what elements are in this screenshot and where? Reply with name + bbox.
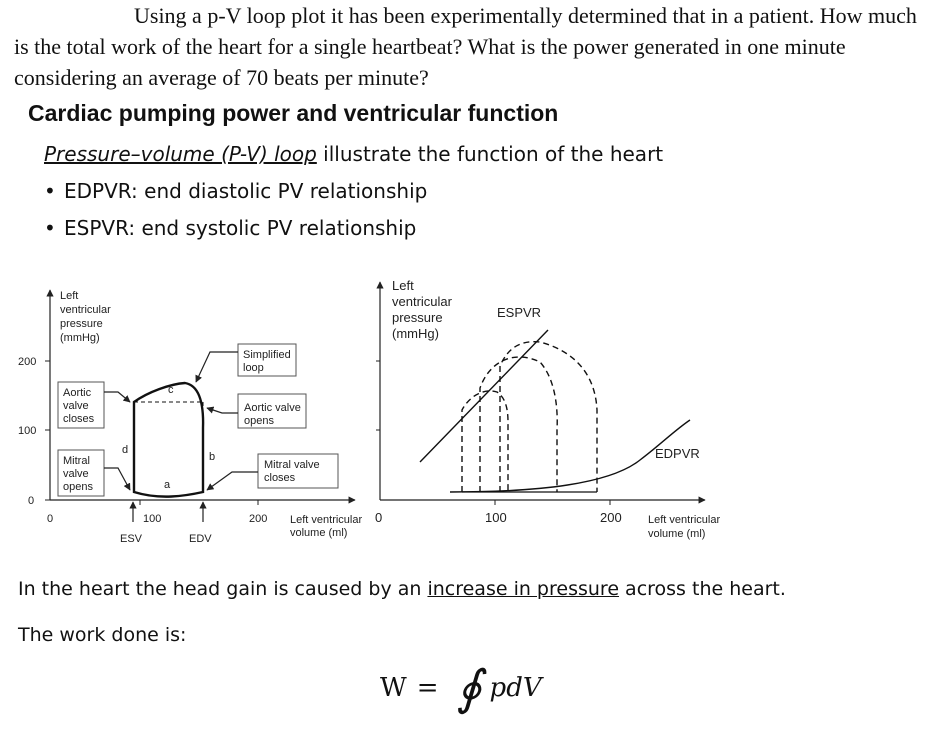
y-axis-label-line: (mmHg) <box>60 332 100 344</box>
mitral-closes-label: closes <box>264 472 296 484</box>
left-pv-panel <box>18 290 362 545</box>
y-tick-label: 200 <box>18 356 37 368</box>
formula-integrand: pdV <box>489 673 542 703</box>
intro-rest: illustrate the function of the heart <box>316 142 664 166</box>
y-axis-label-line: pressure <box>392 310 443 325</box>
formula-lhs: W <box>380 673 407 703</box>
simplified-loop-label: Simplified <box>243 349 291 361</box>
pv-loop-small <box>462 391 508 492</box>
right-pv-panel <box>375 278 720 540</box>
formula-equals: = <box>416 673 439 703</box>
x-axis-label-line: volume (ml) <box>290 527 348 539</box>
edpvr-curve <box>450 420 690 492</box>
y-axis-label-line: ventricular <box>60 304 111 316</box>
x-axis-label-line: Left ventricular <box>290 514 363 526</box>
espvr-line <box>420 330 548 462</box>
esv-label: ESV <box>120 533 143 545</box>
bullet-dot: • <box>44 179 56 203</box>
simplified-loop-label: loop <box>243 362 264 374</box>
x-tick-label: 0 <box>47 513 54 525</box>
point-label-b: b <box>209 451 216 463</box>
bullet-list <box>44 178 427 252</box>
bullet-dot: • <box>44 216 56 240</box>
aortic-opens-label: opens <box>244 415 274 427</box>
point-label-d: d <box>122 444 129 456</box>
y-axis-label-line: Left <box>60 290 79 302</box>
aortic-closes-label: Aortic <box>63 387 92 399</box>
point-label-c: c <box>168 384 174 396</box>
mitral-closes-label: Mitral valve <box>264 459 320 471</box>
aortic-closes-label: closes <box>63 413 95 425</box>
point-label-a: a <box>164 479 171 491</box>
bullet-text: ESPVR: end systolic PV relationship <box>64 216 417 240</box>
bullet-item <box>44 178 427 215</box>
intro-line <box>44 142 663 166</box>
y-axis-label-line: ventricular <box>392 294 452 309</box>
y-axis-label-line: Left <box>392 278 414 293</box>
increase-in-pressure-term: increase in pressure <box>427 578 620 600</box>
mitral-opens-label: valve <box>63 468 89 480</box>
espvr-label: ESPVR <box>497 305 542 320</box>
x-tick-label: 0 <box>375 510 383 525</box>
x-tick-label: 200 <box>600 510 622 525</box>
bullet-item <box>44 215 427 252</box>
work-done-label: The work done is: <box>18 624 187 646</box>
body-text: across the heart. <box>619 578 786 600</box>
x-tick-label: 100 <box>485 510 507 525</box>
x-tick-label: 200 <box>249 513 268 525</box>
bullet-text: EDPVR: end diastolic PV relationship <box>64 179 428 203</box>
pv-loop-term: Pressure–volume (P-V) loop <box>44 142 317 166</box>
y-tick-label: 0 <box>28 495 35 507</box>
contour-integral-symbol: ∮ <box>456 660 482 716</box>
y-tick-label: 100 <box>18 425 37 437</box>
slide-heading: Cardiac pumping power and ventricular function <box>28 100 559 126</box>
pv-loop-figure <box>0 270 945 550</box>
question-text: Using a p-V loop plot it has been experimentally determined that in a patient. How much is the total work of the heart for a single heartbeat? What is the power generated in one minute considering an average of 70 beats per minute? <box>14 3 917 90</box>
work-formula <box>380 658 542 718</box>
aortic-closes-label: valve <box>63 400 89 412</box>
edpvr-label: EDPVR <box>655 446 700 461</box>
y-axis-label-line: (mmHg) <box>392 326 439 341</box>
edv-label: EDV <box>189 533 212 545</box>
x-tick-label: 100 <box>143 513 162 525</box>
pv-loop-medium <box>480 357 557 492</box>
mitral-opens-label: Mitral <box>63 455 90 467</box>
x-axis-label-line: volume (ml) <box>648 528 706 540</box>
y-axis-label-line: pressure <box>60 318 103 330</box>
body-paragraph <box>18 578 786 600</box>
mitral-opens-label: opens <box>63 481 93 493</box>
body-text: In the heart the head gain is caused by an <box>18 578 428 600</box>
x-axis-label-line: Left ventricular <box>648 514 721 526</box>
aortic-opens-label: Aortic valve <box>244 402 301 414</box>
